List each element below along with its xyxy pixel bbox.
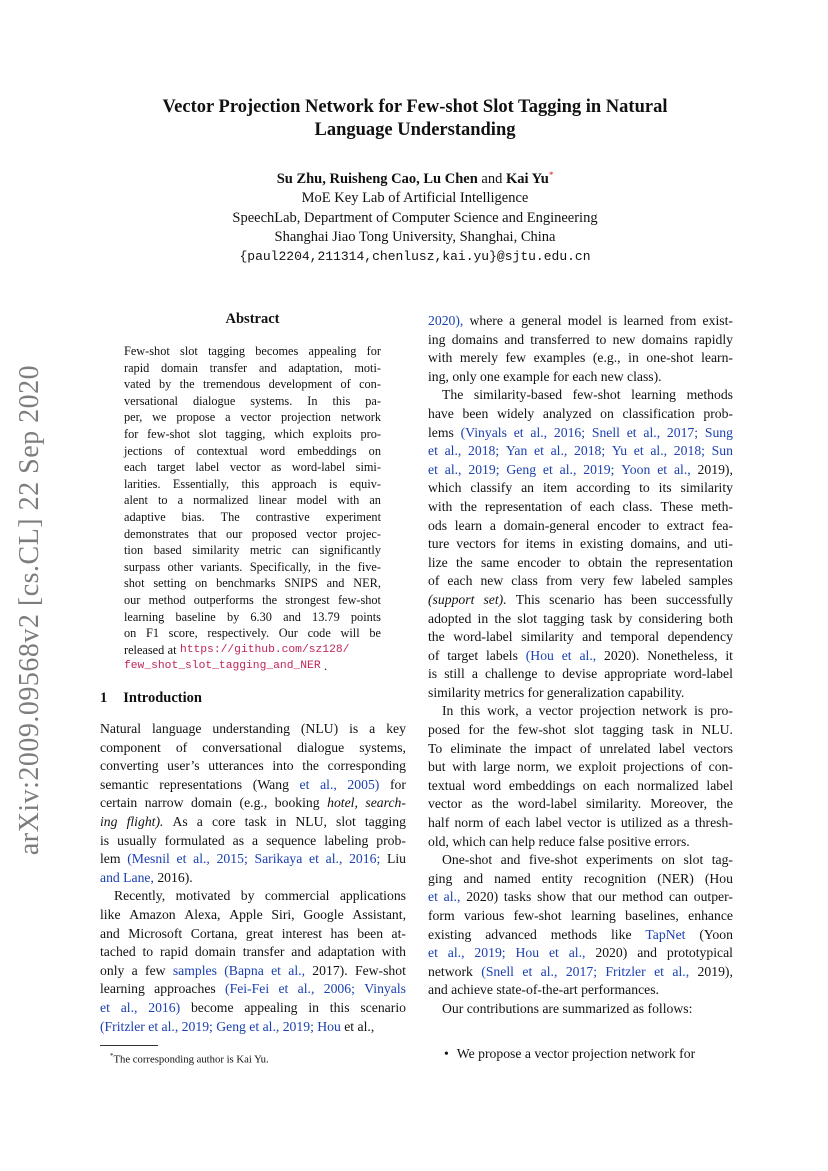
- affiliation-2: SpeechLab, Department of Computer Science and Engineering: [232, 209, 598, 226]
- abstract-line: released at https://github.com/sz128/: [124, 642, 350, 657]
- intro-right-line: One-shot and five-shot experiments on slot tag-: [442, 852, 733, 868]
- abstract-line: Few-shot slot tagging becomes appealing for: [124, 344, 381, 358]
- author-and: and: [481, 171, 503, 187]
- author-emails: {paul2204,211314,chenlusz,kai.yu}@sjtu.edu.cn: [239, 249, 591, 265]
- intro-left-line: only a few samples (Bapna et al., 2017). Few-shot: [100, 962, 406, 978]
- bullet-text: We propose a vector projection network for: [456, 1046, 696, 1061]
- intro-right-line: In this work, a vector projection network is pro-: [442, 703, 733, 719]
- intro-right-line: et al., 2018; Yan et al., 2018; Yu et al., 2018; Sun: [428, 443, 733, 459]
- intro-left-column: [100, 720, 406, 1036]
- intro-right-line: vector as the word-label similarity. Moreover, the: [428, 796, 733, 812]
- intro-left-line: ing flight). As a core task in NLU, slot tagging: [100, 813, 406, 829]
- intro-left-line: component of conversational dialogue systems,: [100, 739, 406, 755]
- intro-left-line: and Microsoft Cortana, great interest has been at-: [100, 925, 406, 941]
- intro-right-line: half norm of each label vector is utilized as a thresh-: [428, 815, 733, 831]
- intro-right-line: ture vectors for items in existing domains, and uti-: [428, 536, 733, 552]
- intro-right-line: existing advanced methods like TapNet (Yoon: [428, 926, 733, 942]
- intro-left-line: lem (Mesnil et al., 2015; Sarikaya et al., 2016; Liu: [100, 851, 406, 867]
- footnote-text: The corresponding author is Kai Yu.: [113, 1053, 269, 1066]
- intro-right-line: lize the same encoder to obtain the representation: [428, 554, 733, 570]
- section-number: 1: [100, 690, 108, 706]
- abstract-line: each target label vector as word-label simi-: [124, 460, 381, 475]
- intro-right-line: but with large norm, we exploit projections of con-: [428, 759, 733, 775]
- intro-right-line: with merely few examples (e.g., in one-shot learn-: [428, 350, 733, 366]
- intro-left-line: et al., 2016) become appealing in this scenario: [100, 999, 406, 1015]
- intro-right-line: which classify an item according to its similarity: [428, 480, 733, 496]
- arxiv-id: arXiv:2009.09568v2 [cs.CL] 22 Sep 2020: [14, 364, 46, 856]
- intro-right-line: adopted in the slot tagging task by considering both: [428, 610, 733, 626]
- intro-right-line: ing, only one example for each new class).: [428, 368, 662, 384]
- intro-right-line: et al., 2020) tasks show that our method can outper-: [428, 889, 733, 905]
- intro-right-line: the word-label similarity and temporal dependency: [428, 629, 733, 645]
- intro-right-line: similarity metrics for generalization capability.: [428, 684, 685, 700]
- abstract-line: on F1 score, respectively. Our code will be: [124, 626, 381, 641]
- abstract-line: jections of contextual word embeddings on: [124, 443, 381, 458]
- intro-right-line: and achieve state-of-the-art performances.: [428, 982, 659, 998]
- intro-right-line: lems (Vinyals et al., 2016; Snell et al., 2017; Sung: [428, 424, 733, 440]
- contribution-bullet: [444, 1046, 695, 1062]
- intro-right-line: old, which can help reduce false positive errors.: [428, 833, 690, 849]
- arxiv-watermark: [8, 360, 52, 860]
- intro-left-line: Recently, motivated by commercial applications: [114, 888, 406, 904]
- intro-right-column: [428, 312, 733, 1019]
- intro-left-line: is usually formulated as a sequence labeling prob-: [100, 832, 406, 848]
- intro-right-line: 2020), where a general model is learned from exist-: [428, 313, 733, 328]
- footnote-mark: *: [110, 1052, 114, 1060]
- intro-left-line: learning approaches (Fei-Fei et al., 2006; Vinyals: [100, 981, 406, 997]
- intro-right-line: ing domains and transferred to new domains rapidly: [428, 331, 733, 347]
- title-line-2: Language Understanding: [314, 120, 516, 140]
- code-link[interactable]: https://github.com/sz128/: [179, 643, 350, 656]
- intro-right-line: have been widely analyzed on classification prob-: [428, 405, 733, 421]
- intro-right-line: textual word embeddings on each normalized label: [428, 777, 733, 793]
- affiliation-3: Shanghai Jiao Tong University, Shanghai, China: [274, 228, 556, 245]
- abstract-line: our method outperforms the strongest few-shot: [124, 592, 381, 607]
- abstract-heading: Abstract: [225, 311, 280, 327]
- intro-right-line: ods learn a domain-general encoder to extract fea-: [428, 517, 733, 533]
- abstract-line: few_shot_slot_tagging_and_NER .: [124, 659, 328, 674]
- intro-right-line: (support set). This scenario has been successfully: [428, 591, 733, 607]
- intro-left-line: tached to rapid domain transfer and adaptation with: [100, 944, 406, 960]
- intro-right-line: et al., 2019; Hou et al., 2020) and prototypical: [428, 945, 733, 961]
- intro-left-line: like Amazon Alexa, Apple Siri, Google Assistant,: [100, 906, 406, 922]
- abstract-line: per, we propose a vector projection network: [124, 410, 381, 425]
- intro-left-line: (Fritzler et al., 2019; Geng et al., 2019; Hou et al.,: [100, 1018, 375, 1034]
- intro-left-line: and Lane, 2016).: [100, 869, 193, 885]
- intro-left-line: semantic representations (Wang et al., 2005) for: [100, 776, 406, 792]
- intro-left-line: Natural language understanding (NLU) is a key: [100, 721, 406, 736]
- author-block: [120, 166, 710, 266]
- title-line-1: Vector Projection Network for Few-shot Slot Tagging in Natural: [162, 97, 668, 117]
- abstract-line: demonstrates that our proposed vector projec-: [124, 526, 381, 541]
- abstract-line: shot setting on benchmarks SNIPS and NER,: [124, 576, 381, 591]
- intro-right-line: of target labels (Hou et al., 2020). Nonetheless, it: [428, 647, 733, 663]
- bullet-dot: •: [444, 1046, 449, 1061]
- corresponding-mark: *: [548, 170, 554, 180]
- author-names: [120, 166, 710, 189]
- intro-right-line: To eliminate the impact of unrelated label vectors: [428, 740, 733, 756]
- intro-right-line: is still a challenge to devise appropriate word-label: [428, 666, 733, 682]
- intro-right-line: Our contributions are summarized as follows:: [442, 1000, 693, 1016]
- footnote-rule: [100, 1045, 158, 1046]
- author-last: Kai Yu: [505, 171, 549, 187]
- intro-right-line: with the representation of each class. These meth-: [428, 498, 733, 514]
- section-heading: [100, 690, 202, 707]
- abstract-line: versational dialogue systems. In this pa-: [124, 393, 381, 408]
- intro-right-line: form various few-shot learning baselines, enhance: [428, 908, 733, 923]
- abstract-line: adaptive bias. The contrastive experiment: [124, 509, 381, 524]
- code-link-cont[interactable]: few_shot_slot_tagging_and_NER: [124, 660, 321, 673]
- paper-title: [120, 96, 710, 142]
- footnote: [110, 1052, 269, 1066]
- intro-left-line: certain narrow domain (e.g., booking hotel, search-: [100, 795, 406, 811]
- intro-right-line: posed for the few-shot slot tagging task in NLU.: [428, 722, 733, 738]
- abstract-line: surpass other variants. Specifically, in the five-: [124, 559, 381, 574]
- intro-right-line: ging and named entity recognition (NER) (Hou: [428, 870, 733, 886]
- affiliation-1: MoE Key Lab of Artificial Intelligence: [301, 190, 529, 207]
- section-title: Introduction: [123, 690, 202, 706]
- intro-left-line: converting user’s utterances into the corresponding: [100, 758, 406, 774]
- abstract-line: alent to a normalized linear model with an: [124, 493, 381, 508]
- intro-right-line: of each new class from very few labeled samples: [428, 573, 733, 589]
- abstract-line: for few-shot slot tagging, which exploits pro-: [124, 426, 381, 441]
- author-list: Su Zhu, Ruisheng Cao, Lu Chen: [276, 171, 478, 187]
- intro-right-line: et al., 2019; Geng et al., 2019; Yoon et al., 2019),: [428, 461, 733, 477]
- abstract-line: vated by the tremendous development of con-: [124, 377, 381, 392]
- abstract-line: learning baseline by 6.30 and 13.79 points: [124, 609, 381, 624]
- abstract-line: larities. Essentially, this approach is equiv-: [124, 476, 381, 491]
- intro-right-line: The similarity-based few-shot learning methods: [442, 387, 733, 403]
- intro-right-line: network (Snell et al., 2017; Fritzler et al., 2019),: [428, 963, 733, 979]
- abstract-body: [124, 343, 381, 675]
- abstract-line: tion based similarity metric can significantly: [124, 543, 381, 558]
- abstract-line: rapid domain transfer and adaptation, moti-: [124, 360, 381, 375]
